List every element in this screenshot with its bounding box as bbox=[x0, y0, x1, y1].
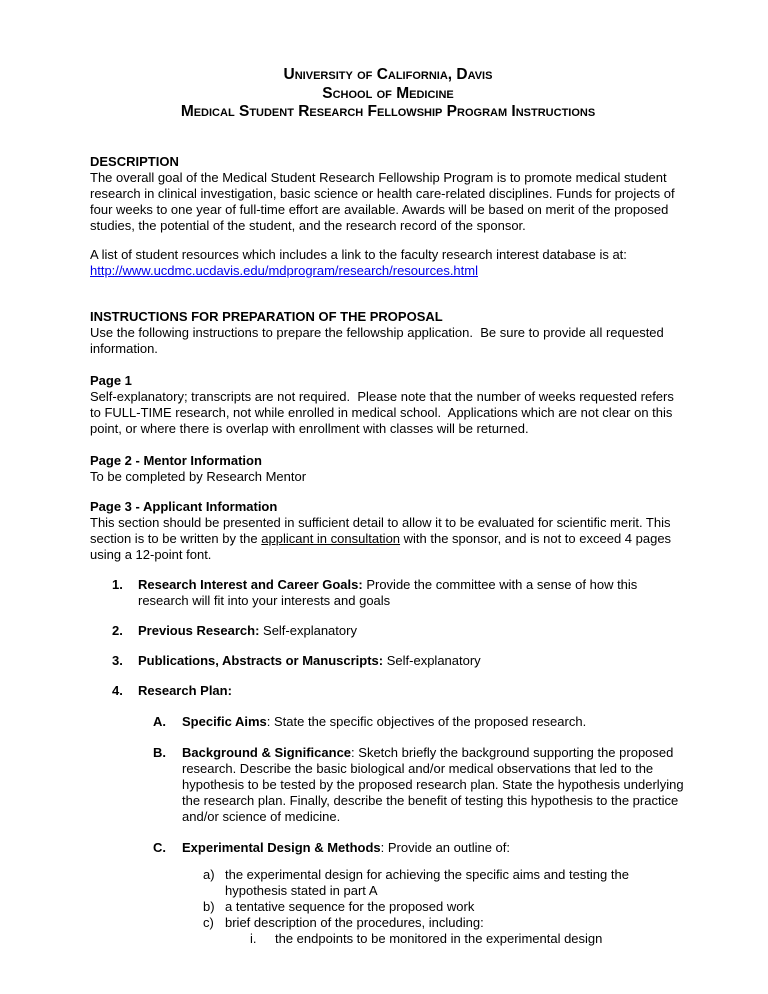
numbered-item-2 bbox=[112, 623, 686, 639]
resources-link[interactable]: http://www.ucdmc.ucdavis.edu/mdprogram/research/resources.html bbox=[90, 262, 478, 278]
page2-section bbox=[90, 453, 686, 485]
description-section bbox=[90, 154, 686, 279]
title-line-program: Medical Student Research Fellowship Program Instructions bbox=[180, 103, 596, 120]
page3-text-after: with the sponsor, and is not to exceed 4 pages using a 12-point font. bbox=[90, 530, 675, 562]
title-line-university: University of California, Davis bbox=[283, 66, 493, 83]
instructions-heading: INSTRUCTIONS FOR PREPARATION OF THE PROPOSAL bbox=[90, 308, 443, 324]
page1-section bbox=[90, 373, 686, 437]
title-line-school: School of Medicine bbox=[322, 84, 454, 102]
lettered-item-C bbox=[153, 840, 686, 856]
alpha-item-a bbox=[203, 867, 686, 899]
description-heading: DESCRIPTION bbox=[90, 153, 179, 169]
list-item-text: Research Plan: bbox=[138, 682, 232, 698]
list-item-text: Publications, Abstracts or Manuscripts: Self-explanatory bbox=[138, 652, 481, 668]
numbered-item-1 bbox=[112, 577, 686, 609]
list-marker: b) bbox=[203, 898, 215, 914]
list-marker: 1. bbox=[112, 576, 123, 592]
page3-paragraph bbox=[90, 515, 686, 563]
list-item-text: Experimental Design & Methods: Provide an outline of: bbox=[182, 839, 511, 855]
page3-underlined-phrase: applicant in consultation bbox=[261, 530, 401, 546]
lettered-item-A bbox=[153, 714, 686, 730]
alpha-item-c bbox=[203, 915, 686, 931]
instructions-paragraph: Use the following instructions to prepare the fellowship application. Be sure to provide all requested information. bbox=[90, 324, 668, 356]
list-marker: a) bbox=[203, 866, 215, 882]
sub-list bbox=[90, 867, 686, 947]
list-item-text: the endpoints to be monitored in the experimental design bbox=[275, 930, 603, 946]
page1-paragraph: Self-explanatory; transcripts are not required. Please note that the number of weeks requested refers to FULL-TIME research, not while enrolled in medical school. Applications which are not clear on this point, or where there is overlap with enrollment with classes will be returned. bbox=[90, 388, 678, 436]
list-marker: A. bbox=[153, 713, 166, 729]
page2-paragraph: To be completed by Research Mentor bbox=[90, 468, 307, 484]
numbered-item-4 bbox=[112, 683, 686, 699]
instructions-section bbox=[90, 309, 686, 357]
list-item-text: the experimental design for achieving the specific aims and testing the hypothesis stated in part A bbox=[225, 866, 633, 898]
list-marker: 3. bbox=[112, 652, 123, 668]
numbered-item-3 bbox=[112, 653, 686, 669]
list-marker: i. bbox=[250, 930, 257, 946]
list-marker: c) bbox=[203, 914, 214, 930]
resources-block bbox=[90, 247, 686, 279]
list-item-text: brief description of the procedures, including: bbox=[225, 914, 484, 930]
roman-item-i bbox=[250, 931, 686, 947]
resources-intro: A list of student resources which includes a link to the faculty research interest database is at: bbox=[90, 246, 627, 262]
list-item-text: Previous Research: Self-explanatory bbox=[138, 622, 357, 638]
list-marker: B. bbox=[153, 744, 166, 760]
list-item-text: Specific Aims: State the specific objectives of the proposed research. bbox=[182, 713, 587, 729]
list-item-text: Research Interest and Career Goals: Provide the committee with a sense of how this research will fit into your interests and goals bbox=[138, 576, 641, 608]
alpha-item-b bbox=[203, 899, 686, 915]
description-paragraph: The overall goal of the Medical Student Research Fellowship Program is to promote medical student research in clinical investigation, basic science or health care-related disciplines. Funds for projects of four weeks to one year of full-time effort are available. Awards will be based on merit of the proposed studies, the potential of the student, and the research record of the sponsor. bbox=[90, 169, 679, 233]
list-item-text: Background & Significance: Sketch briefly the background supporting the proposed research. Describe the basic biological and/or medical observations that led to the hypothesis to be tested by the proposed research plan. State the hypothesis underlying the research plan. Finally, describe the benefit of testing this hypothesis to the practice and/or science of medicine. bbox=[182, 744, 688, 824]
page3-heading: Page 3 - Applicant Information bbox=[90, 498, 278, 514]
page2-heading: Page 2 - Mentor Information bbox=[90, 452, 262, 468]
list-marker: C. bbox=[153, 839, 166, 855]
page3-text-before: This section should be presented in sufficient detail to allow it to be evaluated for scientific merit. This section is to be written by the bbox=[90, 514, 675, 546]
list-item-text: a tentative sequence for the proposed work bbox=[225, 898, 475, 914]
document-title bbox=[90, 66, 686, 122]
lettered-item-B bbox=[153, 745, 686, 825]
page3-section bbox=[90, 499, 686, 563]
list-marker: 4. bbox=[112, 682, 123, 698]
list-marker: 2. bbox=[112, 622, 123, 638]
page1-heading: Page 1 bbox=[90, 372, 132, 388]
